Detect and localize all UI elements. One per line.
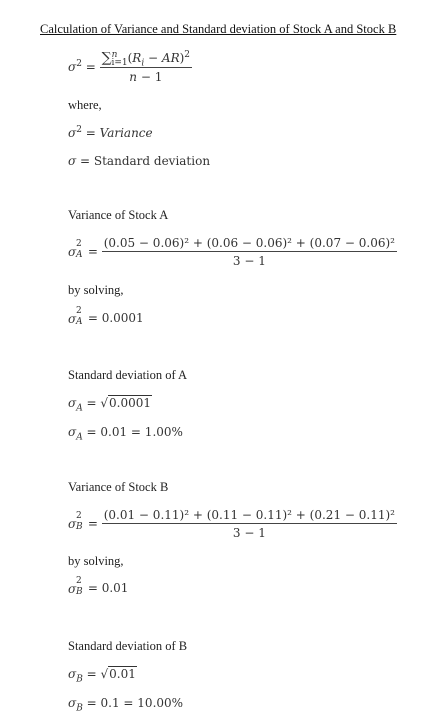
stock-a-sqrt-value: 0.0001 <box>109 396 152 410</box>
formula-fraction <box>100 50 192 84</box>
sigma-b-squared: σ 2 B <box>68 511 83 532</box>
stock-a-sd-heading: Standard deviation of A <box>68 368 188 382</box>
sigma-a-squared: σ 2 A <box>68 239 83 260</box>
stock-a-solving-label: by solving, <box>68 283 124 297</box>
where-label: where, <box>68 98 102 112</box>
stock-a-denominator: 3 − 1 <box>232 254 266 268</box>
formula-numerator: $\sum^n_{i=1}(R_i - AR)^2$ <box>101 50 191 69</box>
stock-b-variance-formula: σ 2 B = $\frac{\text{(0.01 − 0.11)² + (0.11 − 0.11)² + (0.21 − 0.11)²}}{3 - 1}$ <box>68 508 395 540</box>
stock-b-variance-result: σ 2 B = 0.01 <box>68 575 129 597</box>
stock-b-sd-result: $\sigma_B = 0.1 = 10.00\%$ <box>68 696 184 714</box>
stock-b-solving-label: by solving, <box>68 554 124 568</box>
document-title: Calculation of Variance and Standard deviation of Stock A and Stock B <box>40 22 397 36</box>
stock-a-sd-result: $\sigma_A = 0.01 = 1.00\%$ <box>68 425 183 443</box>
stock-b-denominator: 3 − 1 <box>232 526 266 540</box>
definition-variance: $\sigma^2$ = Variance <box>68 125 153 140</box>
stock-a-numerator: (0.05 − 0.06)² + (0.06 − 0.06)² + (0.07 − 0.06)² <box>103 236 395 250</box>
stock-b-sd-sqrt: $\sigma_B = √0.01$ <box>68 667 136 685</box>
stock-b-sd-heading: Standard deviation of B <box>68 639 188 653</box>
stock-a-variance-heading: Variance of Stock A <box>68 208 169 222</box>
stock-a-variance-result: σ 2 A = 0.0001 <box>68 305 144 327</box>
stock-b-numerator: (0.01 − 0.11)² + (0.11 − 0.11)² + (0.21 − 0.11)² <box>103 508 395 522</box>
definition-standard-deviation: σ = Standard deviation <box>68 154 211 168</box>
stock-a-fraction <box>102 236 397 268</box>
stock-a-variance-formula: σ 2 A = $\frac{\text{(0.05 − 0.06)² + (0.06 − 0.06)² + (0.07 − 0.06)²}}{3 - 1}$ <box>68 236 395 268</box>
stock-a-sd-sqrt: $\sigma_A = √0.0001$ <box>68 396 152 414</box>
variance-formula <box>68 50 192 84</box>
stock-b-sqrt-value: 0.01 <box>109 667 136 681</box>
formula-denominator: n − 1 <box>129 70 163 84</box>
stock-b-fraction <box>102 508 397 540</box>
formula-lhs: $\sigma^2$ = <box>68 58 96 74</box>
stock-b-variance-heading: Variance of Stock B <box>68 480 169 494</box>
